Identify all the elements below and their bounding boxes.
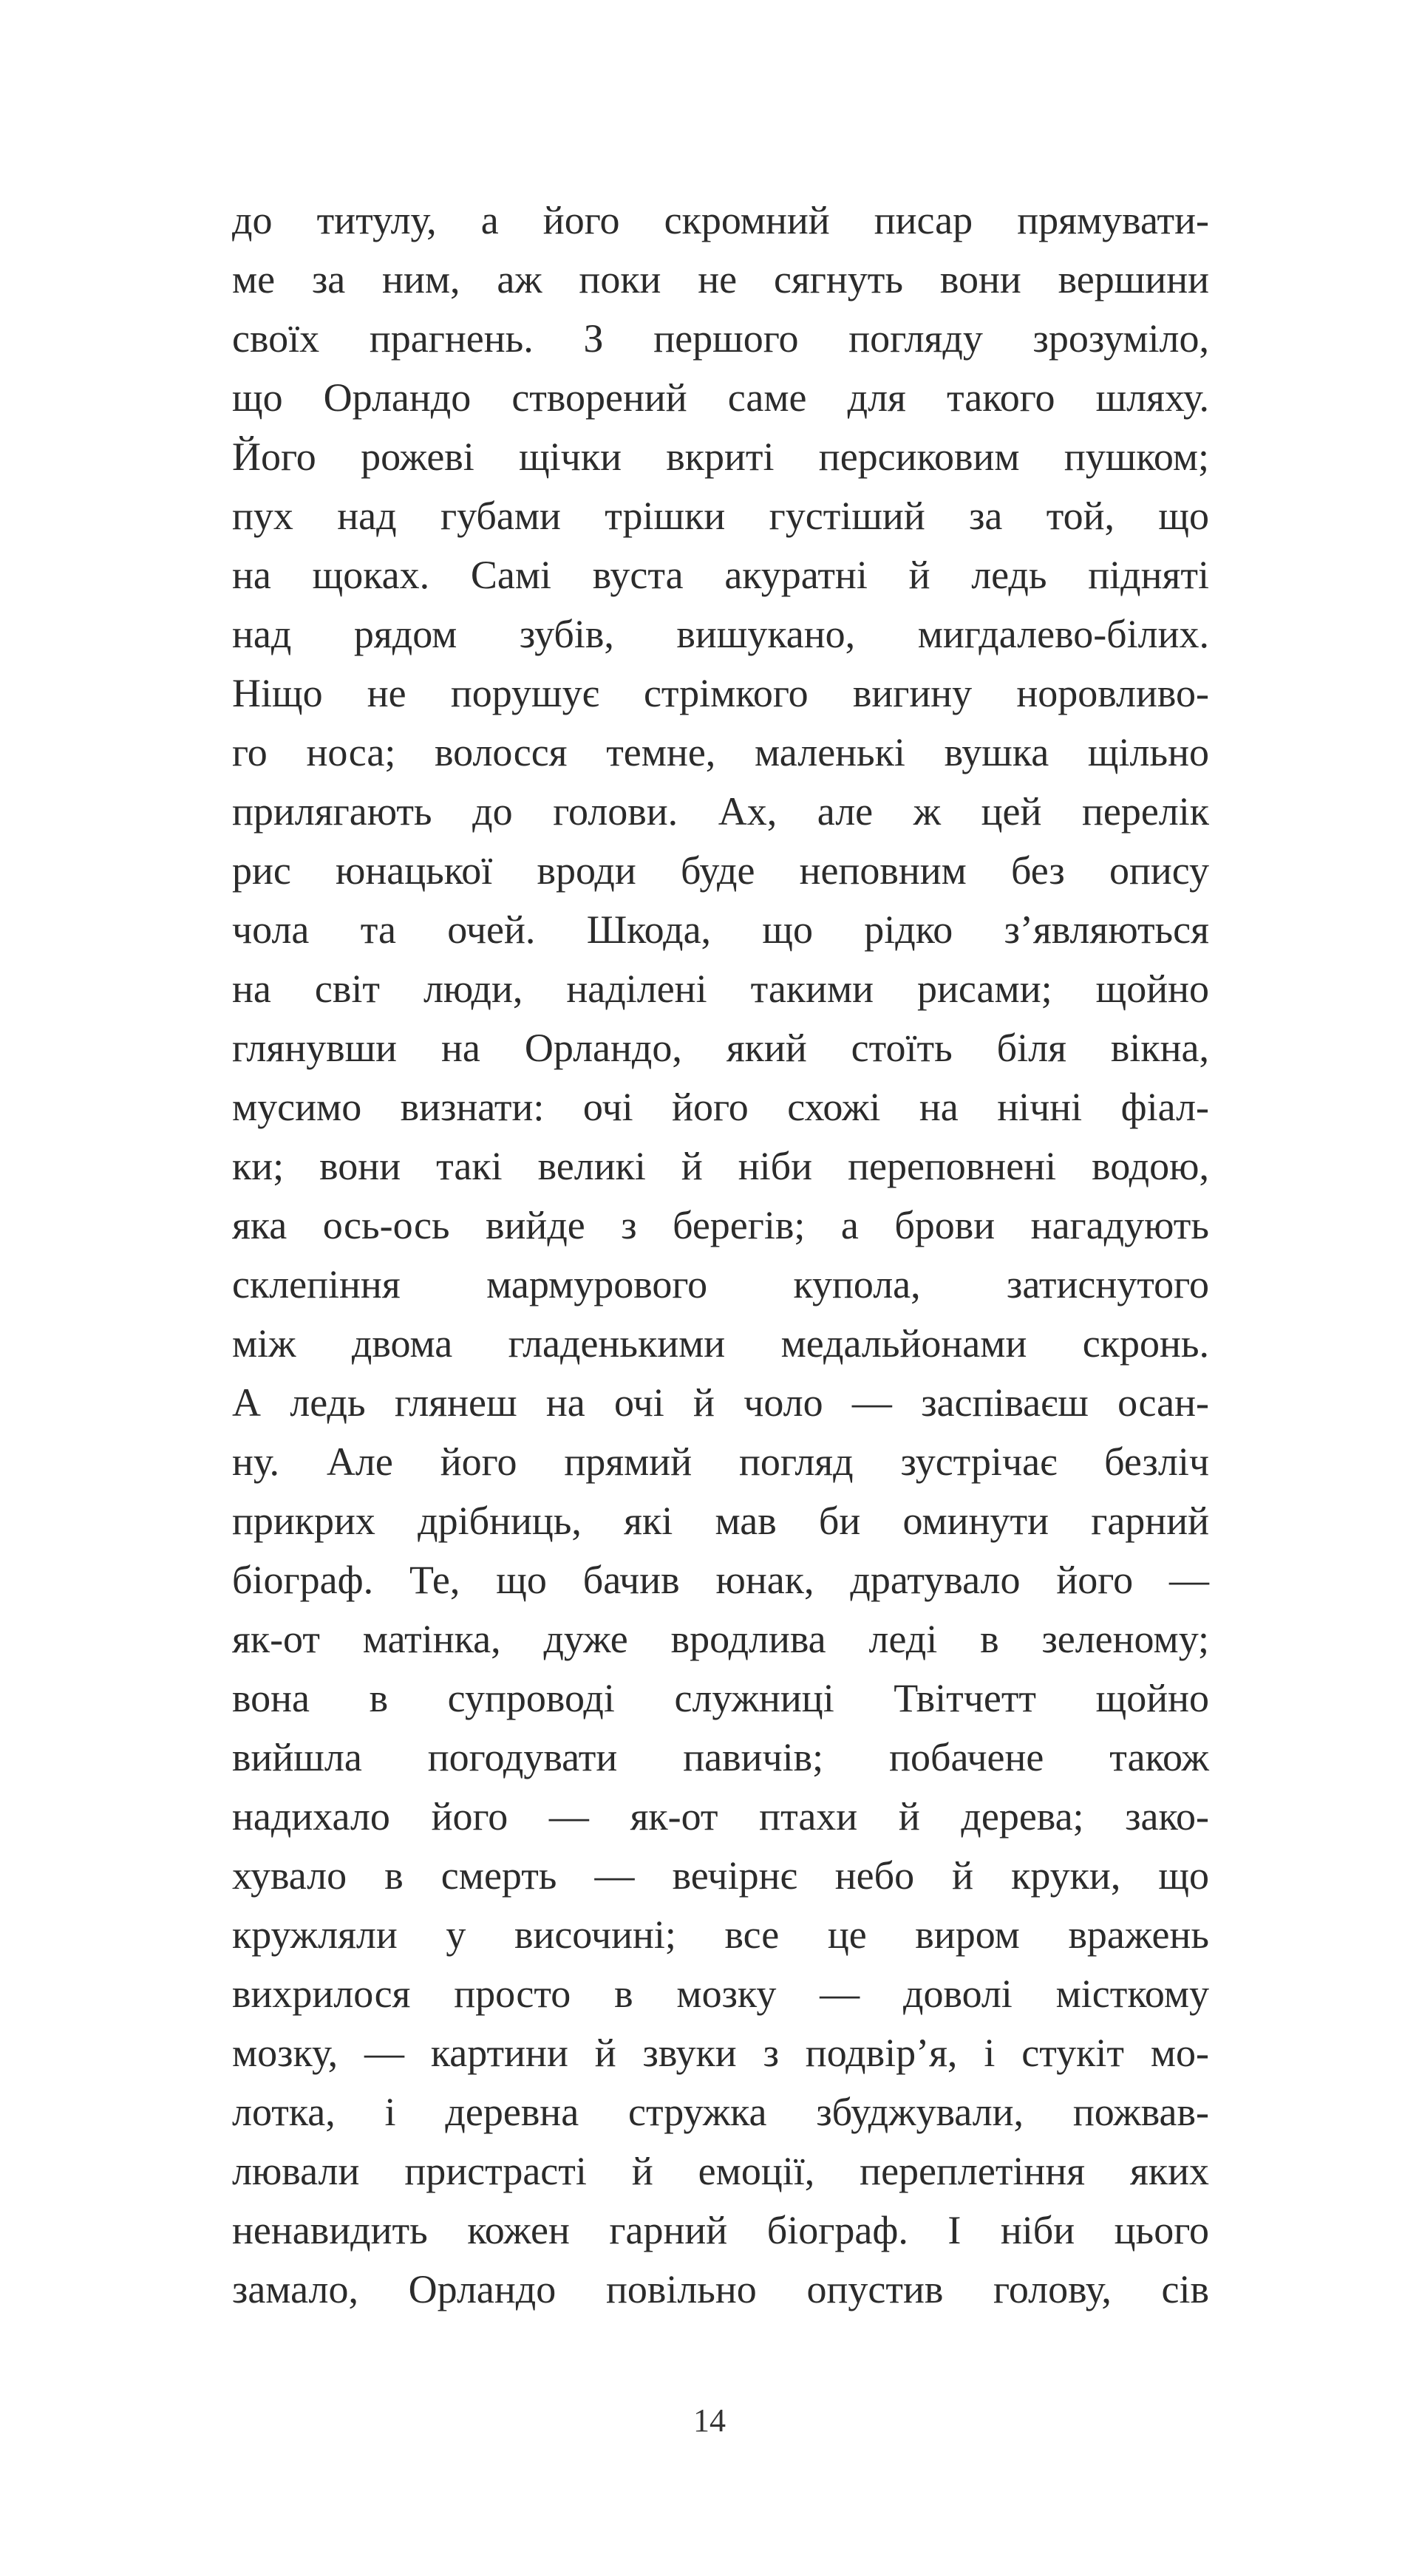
- text-line: на щоках. Самі вуста акуратні й ледь підняті: [232, 553, 1209, 597]
- text-line: рис юнацької вроди буде неповним без опису: [232, 848, 1209, 893]
- text-line: над рядом зубів, вишукано, мигдалево-білих.: [232, 612, 1209, 656]
- text-line: що Орландо створений саме для такого шляху.: [232, 375, 1209, 420]
- text-line: на світ люди, наділені такими рисами; щойно: [232, 967, 1209, 1011]
- text-line: ненавидить кожен гарний біограф. І ніби цього: [232, 2208, 1209, 2252]
- text-line: яка ось-ось вийде з берегів; а брови нагадують: [232, 1203, 1209, 1247]
- text-line: склепіння мармурового купола, затиснутого: [232, 1262, 1209, 1306]
- text-line: лотка, і деревна стружка збуджували, пожвав-: [232, 2090, 1209, 2134]
- text-line: вихрилося просто в мозку — доволі місткому: [232, 1972, 1209, 2016]
- text-line: чола та очей. Шкода, що рідко з’являються: [232, 907, 1209, 952]
- text-line: своїх прагнень. З першого погляду зрозуміло,: [232, 316, 1209, 361]
- text-line: ну. Але його прямий погляд зустрічає безліч: [232, 1439, 1209, 1484]
- text-line: А ледь глянеш на очі й чоло — заспіваєш осан-: [232, 1380, 1209, 1425]
- text-line: мусимо визнати: очі його схожі на нічні фіал-: [232, 1085, 1209, 1129]
- text-line: прикрих дрібниць, які мав би оминути гарний: [232, 1499, 1209, 1543]
- text-line: Ніщо не порушує стрімкого вигину норовливо-: [232, 671, 1209, 715]
- text-line: ки; вони такі великі й ніби переповнені водою,: [232, 1144, 1209, 1188]
- body-text: [232, 191, 1209, 2319]
- text-line: вийшла погодувати павичів; побачене також: [232, 1735, 1209, 1779]
- text-line: замало, Орландо повільно опустив голову, сів: [232, 2267, 1209, 2311]
- text-line: до титулу, а його скромний писар прямувати-: [232, 198, 1209, 242]
- text-line: мозку, — картини й звуки з подвір’я, і стукіт мо-: [232, 2031, 1209, 2075]
- text-line: Його рожеві щічки вкриті персиковим пушком;: [232, 435, 1209, 479]
- text-line: вона в супроводі служниці Твітчетт щойно: [232, 1676, 1209, 1720]
- text-line: пух над губами трішки густіший за той, що: [232, 494, 1209, 538]
- text-line: прилягають до голови. Ах, але ж цей перелік: [232, 789, 1209, 834]
- text-line: надихало його — як-от птахи й дерева; зако-: [232, 1794, 1209, 1839]
- text-line: лювали пристрасті й емоції, переплетіння яких: [232, 2149, 1209, 2193]
- text-line: кружляли у височині; все це виром вражень: [232, 1912, 1209, 1957]
- text-line: біограф. Те, що бачив юнак, дратувало його —: [232, 1558, 1209, 1602]
- text-line: між двома гладенькими медальйонами скронь.: [232, 1321, 1209, 1366]
- text-line: го носа; волосся темне, маленькі вушка щільно: [232, 730, 1209, 774]
- text-line: як-от матінка, дуже вродлива леді в зеленому;: [232, 1617, 1209, 1661]
- page-number: 14: [693, 2402, 726, 2439]
- text-line: глянувши на Орландо, який стоїть біля вікна,: [232, 1026, 1209, 1070]
- text-line: хувало в смерть — вечірнє небо й круки, що: [232, 1853, 1209, 1898]
- text-line: ме за ним, аж поки не сягнуть вони вершини: [232, 257, 1209, 301]
